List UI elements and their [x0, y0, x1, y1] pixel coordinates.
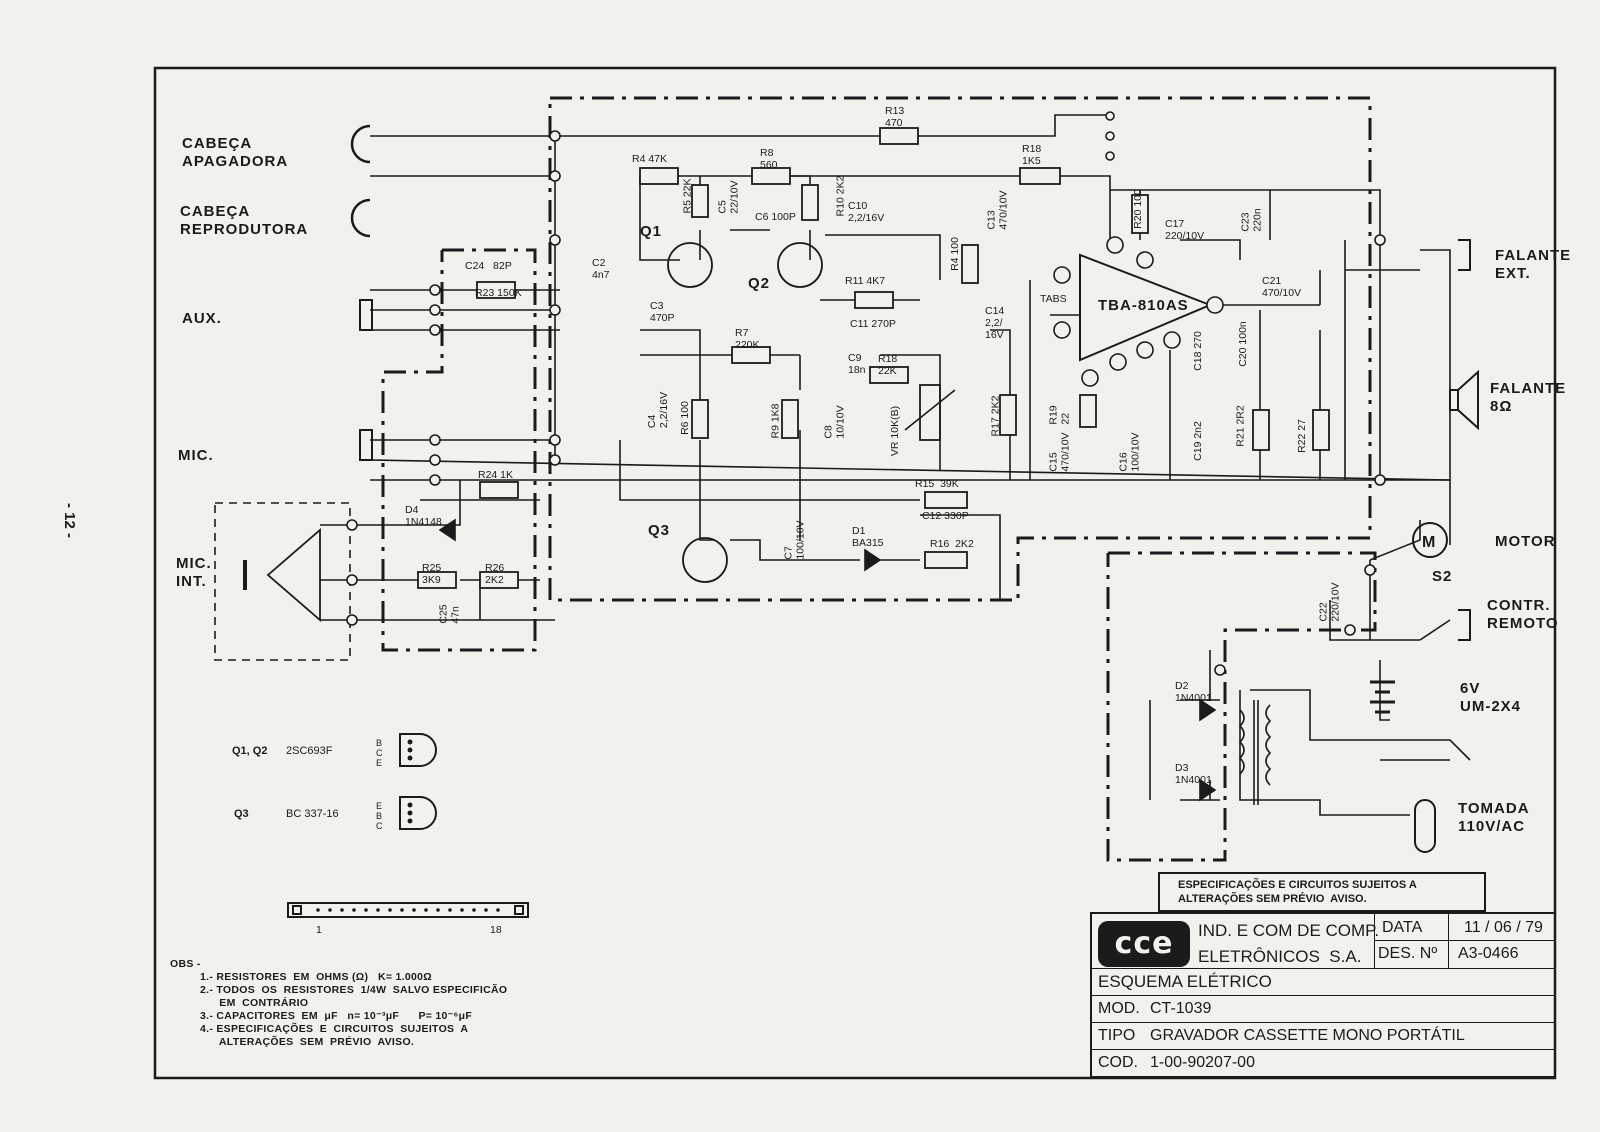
cce-logo: cce [1098, 921, 1190, 967]
ac-plug-symbol [1415, 800, 1435, 852]
connector-start-label: 1 [316, 924, 322, 936]
component-label: R21 2R2 [1234, 405, 1247, 447]
label-falante-ext: FALANTE EXT. [1495, 247, 1572, 282]
component-label: R18 1K5 [1022, 143, 1042, 167]
label-falante-8ohm: FALANTE 8Ω [1490, 380, 1567, 415]
component-label: C24 82P [465, 260, 512, 272]
label-mic-int: MIC. INT. [176, 555, 212, 590]
component-label: TABS [1040, 293, 1067, 305]
component-label: R24 1K [478, 469, 514, 481]
connector-end-label: 18 [490, 924, 502, 936]
note-line: 3.- CAPACITORES EM μF n= 10⁻³μF P= 10⁻⁶μF [200, 1010, 473, 1022]
des-value: A3-0466 [1458, 945, 1519, 962]
battery-symbol [1370, 682, 1395, 712]
label-s2: S2 [1432, 568, 1453, 585]
q1-label: Q1 [640, 223, 663, 240]
mod-label: MOD. [1098, 1000, 1140, 1017]
component-label: C22 220/10V [1317, 582, 1342, 622]
component-label: C5 22/10V [716, 180, 741, 214]
component-label: C4 2,2/16V [646, 391, 671, 429]
speaker-symbol [1450, 372, 1478, 428]
tape-head-symbols [352, 126, 370, 236]
connector-pins [316, 908, 500, 912]
legend-q3-part: BC 337-16 [286, 808, 339, 820]
component-label: R19 22 [1047, 405, 1072, 425]
component-label: R4 100 [948, 237, 961, 271]
component-label: R22 27 [1295, 419, 1308, 453]
component-label: C19 2n2 [1191, 421, 1204, 461]
component-label: C18 270 [1191, 331, 1204, 371]
note-line: 4.- ESPECIFICAÇÕES E CIRCUITOS SUJEITOS A [200, 1023, 469, 1035]
component-label: C3 470P [650, 300, 675, 324]
cod-row [1092, 1049, 1554, 1076]
data-label: DATA [1382, 919, 1423, 936]
component-label: C21 470/10V [1262, 275, 1302, 299]
component-label: C10 2,2/16V [848, 200, 885, 224]
component-label: R16 2K2 [930, 538, 974, 550]
component-label: C16 100/10V [1117, 432, 1142, 472]
component-label: R8 560 [760, 147, 778, 171]
connector-strip [288, 903, 528, 917]
component-label: D4 1N4148 [405, 504, 442, 528]
tipo-value: GRAVADOR CASSETTE MONO PORTÁTIL [1150, 1027, 1465, 1044]
component-label: C17 220/10V [1165, 218, 1205, 242]
signal-wires [320, 115, 1470, 815]
component-label: C13 470/10V [985, 190, 1010, 230]
legend-transistor-outlines [400, 734, 436, 829]
note-line: OBS - [170, 958, 201, 970]
component-label: C12 330P [922, 510, 969, 522]
component-label: C2 4n7 [592, 257, 610, 281]
ic-label: TBA-810AS [1098, 297, 1189, 314]
volume-pot-symbol [920, 385, 940, 440]
note-line: 1.- RESISTORES EM OHMS (Ω) K= 1.000Ω [200, 971, 432, 983]
label-contr-remoto: CONTR. REMOTO [1487, 597, 1559, 632]
label-cabeca-apagadora: CABEÇA APAGADORA [182, 135, 289, 170]
note-line: EM CONTRÁRIO [200, 997, 309, 1009]
component-label: R18 22K [878, 353, 898, 377]
title-row [1092, 968, 1554, 995]
mod-value: CT-1039 [1150, 1000, 1212, 1017]
component-label: C15 470/10V [1047, 432, 1072, 472]
component-label: C23 220n [1239, 208, 1264, 232]
label-tomada: TOMADA 110V/AC [1458, 800, 1530, 835]
mic-int-amp-symbol [268, 530, 320, 620]
label-cabeca-reprodutora: CABEÇA REPRODUTORA [180, 203, 309, 238]
q2-label: Q2 [748, 275, 771, 292]
component-label: C20 100n [1236, 321, 1249, 367]
component-label: R5 22K [681, 178, 694, 214]
component-label: R11 4K7 [845, 275, 886, 287]
diode-symbols [437, 520, 1215, 800]
note-line: ALTERAÇÕES SEM PRÉVIO AVISO. [200, 1036, 415, 1048]
label-battery: 6V UM-2X4 [1460, 680, 1522, 715]
component-label: R25 3K9 [422, 562, 442, 586]
component-label: C9 18n [848, 352, 866, 376]
component-label: R13 470 [885, 105, 905, 129]
component-label: R9 1K8 [769, 403, 782, 439]
tipo-label: TIPO [1098, 1027, 1136, 1044]
data-value: 11 / 06 / 79 [1464, 919, 1543, 936]
component-label: R17 2K2 [989, 395, 1002, 437]
title-block-note: ESPECIFICAÇÕES E CIRCUITOS SUJEITOS A ALTERAÇÕES SEM PRÉVIO AVISO. [1158, 872, 1486, 912]
company-name: IND. E COM DE COMP. ELETRÔNICOS S.A. [1198, 921, 1380, 966]
label-motor: MOTOR [1495, 533, 1556, 550]
q3-label: Q3 [648, 522, 671, 539]
legend-q12-pins: B C E [376, 738, 383, 768]
drawing-title: ESQUEMA ELÉTRICO [1098, 972, 1272, 991]
label-aux: AUX. [182, 310, 222, 327]
legend-q3-pins: E B C [376, 801, 383, 831]
legend-q12-part: 2SC693F [286, 745, 333, 757]
svg-text:M: M [1422, 534, 1436, 551]
component-label: C25 47n [437, 604, 462, 624]
note-line: 2.- TODOS OS RESISTORES 1/4W SALVO ESPECIFICÃO [200, 984, 508, 996]
notes-block [170, 958, 508, 1049]
des-label: DES. Nº [1378, 945, 1438, 962]
cod-value: 1-00-90207-00 [1150, 1054, 1255, 1071]
component-label: C11 270P [850, 318, 896, 330]
component-label: C8 10/10V [822, 405, 847, 439]
component-label: C7 100/10V [782, 520, 807, 560]
mic-int-box [215, 503, 350, 660]
cod-label: COD. [1098, 1054, 1138, 1071]
tipo-row [1092, 1022, 1554, 1049]
component-label: R26 2K2 [485, 562, 505, 586]
component-label: R20 100 [1131, 189, 1144, 229]
component-label: R4 47K [632, 153, 668, 165]
component-label: D3 1N4001 [1175, 762, 1212, 786]
mod-row [1092, 995, 1554, 1022]
component-label: D1 BA315 [852, 525, 884, 549]
component-label: R6 100 [678, 401, 691, 435]
legend-q3-name: Q3 [234, 808, 249, 820]
legend-q12-name: Q1, Q2 [232, 745, 268, 757]
component-label: R10 2K2 [834, 175, 847, 217]
page-number: - 12 - [61, 502, 79, 539]
title-block [1090, 912, 1556, 1078]
transformer-symbol [1240, 700, 1270, 805]
component-label: D2 1N4001 [1175, 680, 1212, 704]
label-mic: MIC. [178, 447, 214, 464]
component-label: C6 100P [755, 211, 796, 223]
component-label: C14 2,2/ 16V [985, 305, 1005, 341]
component-label: R7 220K [735, 327, 760, 351]
component-label: R15 39K [915, 478, 959, 490]
terminal-nodes [347, 112, 1385, 675]
component-label: VR 10K(B) [889, 405, 902, 457]
component-label: R23 150K [475, 287, 522, 299]
